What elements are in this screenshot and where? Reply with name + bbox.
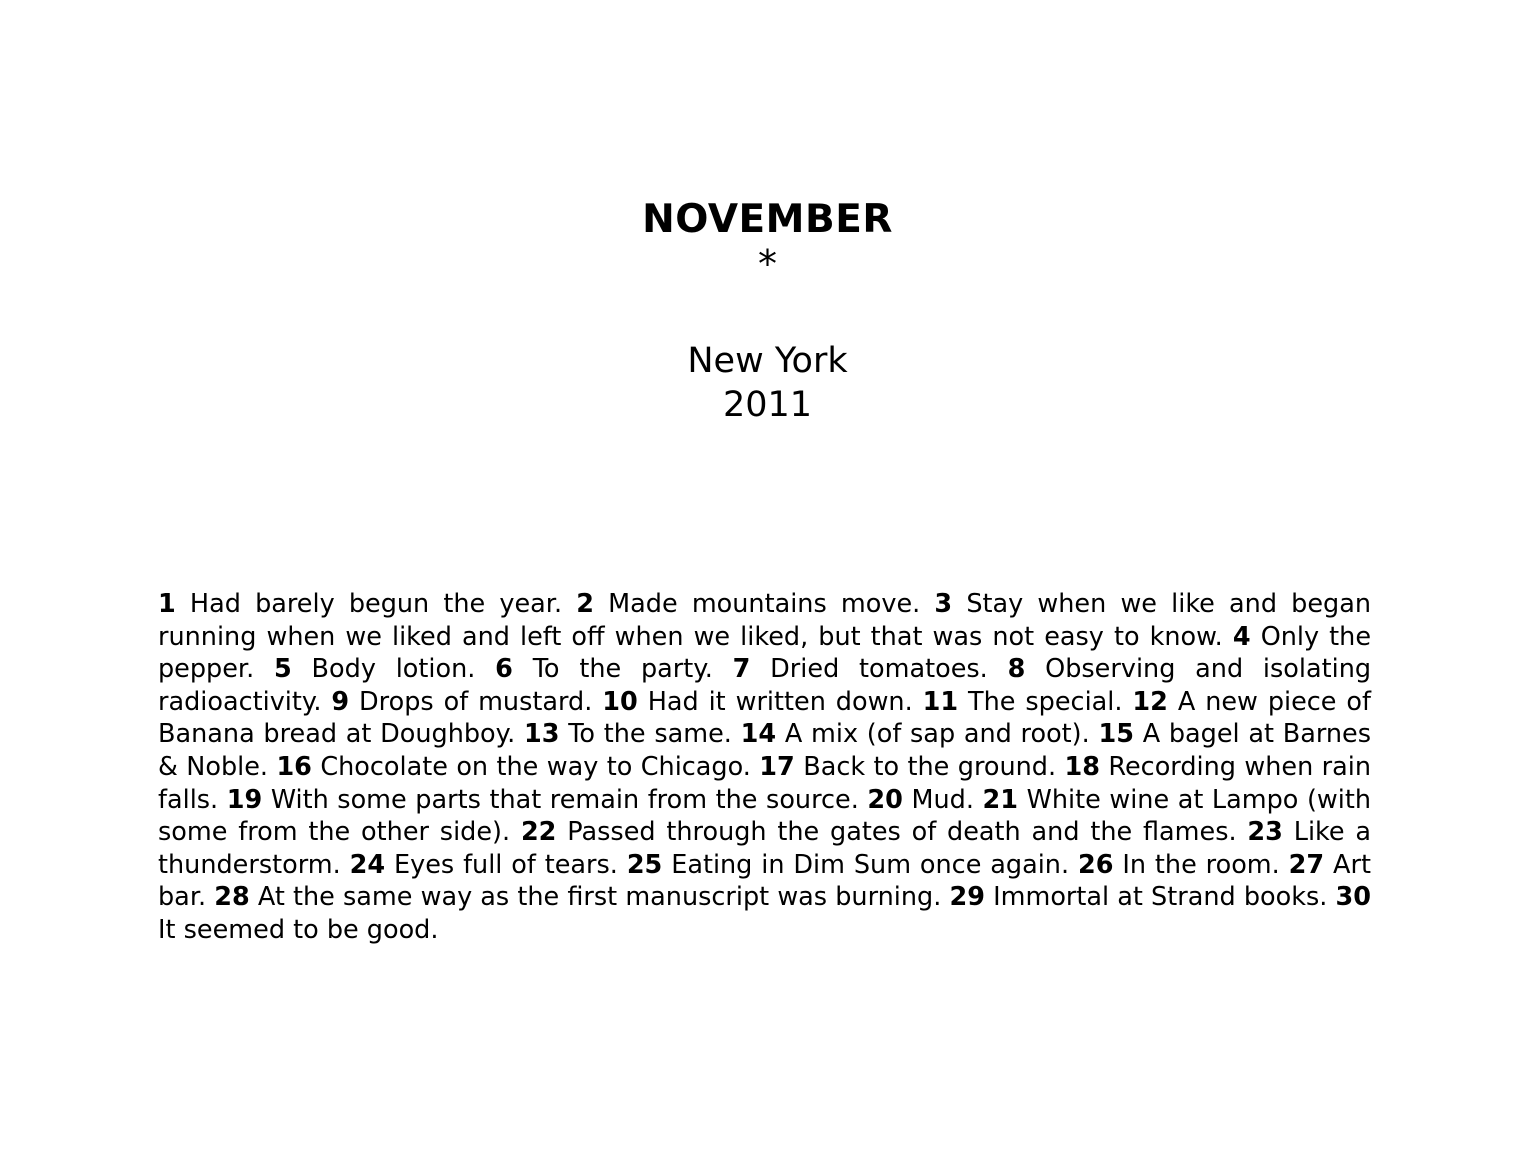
entry-text: The special.: [968, 686, 1123, 717]
diary-entry: [867, 785, 974, 815]
entry-number: 15: [1098, 719, 1134, 750]
diary-entry: [576, 589, 920, 619]
entry-text: Had barely begun the year.: [189, 589, 563, 619]
diary-entry: [949, 882, 1327, 912]
entry-text: A new piece of Banana bread at Doughboy.: [158, 686, 1371, 750]
entry-number: 30: [1335, 882, 1372, 913]
place-name: New York: [687, 341, 848, 381]
entry-number: 7: [732, 654, 751, 685]
diary-entry: [524, 719, 732, 749]
entry-number: 23: [1247, 817, 1283, 848]
entry-number: 20: [867, 784, 903, 815]
diary-entry: [227, 785, 859, 815]
entry-number: 25: [626, 849, 663, 880]
entry-text: Recording when rain falls.: [158, 751, 1371, 815]
entry-number: 5: [273, 654, 292, 685]
entry-number: 9: [331, 686, 350, 717]
entry-number: 8: [1007, 654, 1026, 685]
entry-text: Like a thunderstorm.: [158, 817, 1372, 880]
entry-text: In the room.: [1122, 849, 1280, 880]
entry-text: To the party.: [532, 654, 713, 685]
entry-number: 19: [226, 784, 263, 815]
diary-entry: [276, 752, 750, 782]
entry-number: 18: [1064, 751, 1101, 782]
entry-number: 21: [982, 784, 1019, 815]
entry-text: Art bar.: [158, 849, 1371, 913]
entry-text: Chocolate on the way to Chicago.: [320, 751, 751, 782]
diary-entry: [733, 654, 988, 684]
entry-text: Stay when we like and began running when we liked and left off when we liked, but that was not easy to know.: [158, 589, 1372, 652]
entry-number: 14: [740, 719, 777, 750]
diary-entry: [741, 719, 1090, 749]
entry-number: 26: [1077, 849, 1114, 880]
entry-text: Dried tomatoes.: [770, 654, 988, 685]
entry-number: 6: [495, 654, 513, 685]
entry-number: 13: [523, 719, 560, 750]
entry-number: 4: [1232, 621, 1251, 652]
entry-text: Back to the ground.: [803, 751, 1057, 782]
diary-entry: [923, 687, 1123, 717]
entry-text: Only the pepper.: [158, 621, 1372, 685]
diary-entry: [521, 817, 1237, 847]
diary-entry: [759, 752, 1056, 782]
entry-number: 12: [1132, 686, 1168, 717]
entry-text: At the same way as the first manuscript was burning.: [257, 882, 942, 913]
entry-number: 10: [602, 686, 638, 717]
entry-number: 11: [922, 686, 959, 717]
diary-entry: [602, 687, 912, 717]
month-title: NOVEMBER: [642, 197, 893, 242]
entry-number: 22: [520, 817, 557, 848]
entry-text: Made mountains move.: [608, 589, 921, 619]
entry-text: With some parts that remain from the source.: [270, 784, 859, 815]
entry-text: Had it written down.: [647, 686, 913, 717]
entry-text: Mud.: [911, 784, 974, 815]
entry-number: 24: [349, 849, 386, 880]
diary-entry: [158, 589, 562, 619]
diary-entry: [350, 850, 618, 880]
entry-text: Eating in Dim Sum once again.: [671, 849, 1070, 880]
entry-text: Passed through the gates of death and the flames.: [567, 817, 1237, 848]
diary-entry: [274, 654, 475, 684]
entry-text: To the same.: [568, 719, 732, 750]
year-label: 2011: [722, 385, 813, 425]
entry-number: 3: [934, 589, 953, 619]
diary-entry: [495, 654, 713, 684]
entry-text: Eyes full of tears.: [394, 849, 618, 880]
entry-number: 1: [158, 589, 176, 619]
entry-number: 29: [949, 882, 985, 913]
entry-number: 28: [214, 882, 250, 913]
entry-text: A bagel at Barnes & Noble.: [158, 719, 1372, 782]
entry-text: White wine at Lampo (with some from the other side).: [158, 784, 1371, 848]
entry-number: 17: [759, 751, 795, 782]
entry-number: 2: [576, 589, 594, 619]
diary-entry: [627, 850, 1069, 880]
asterisk-separator: *: [758, 242, 777, 286]
entry-text: Drops of mustard.: [359, 686, 593, 717]
diary-entries-paragraph: [158, 588, 1371, 947]
diary-entry: [1078, 850, 1280, 880]
diary-entry: [331, 687, 592, 717]
entry-text: Observing and isolating radioactivity.: [158, 654, 1372, 717]
entry-text: It seemed to be good.: [158, 914, 439, 945]
entry-text: Immortal at Strand books.: [993, 882, 1328, 913]
diary-entry: [214, 882, 941, 912]
entry-number: 27: [1288, 849, 1325, 880]
entry-text: Body lotion.: [311, 654, 476, 685]
entry-number: 16: [276, 751, 312, 782]
entry-text: A mix (of sap and root).: [784, 719, 1090, 750]
